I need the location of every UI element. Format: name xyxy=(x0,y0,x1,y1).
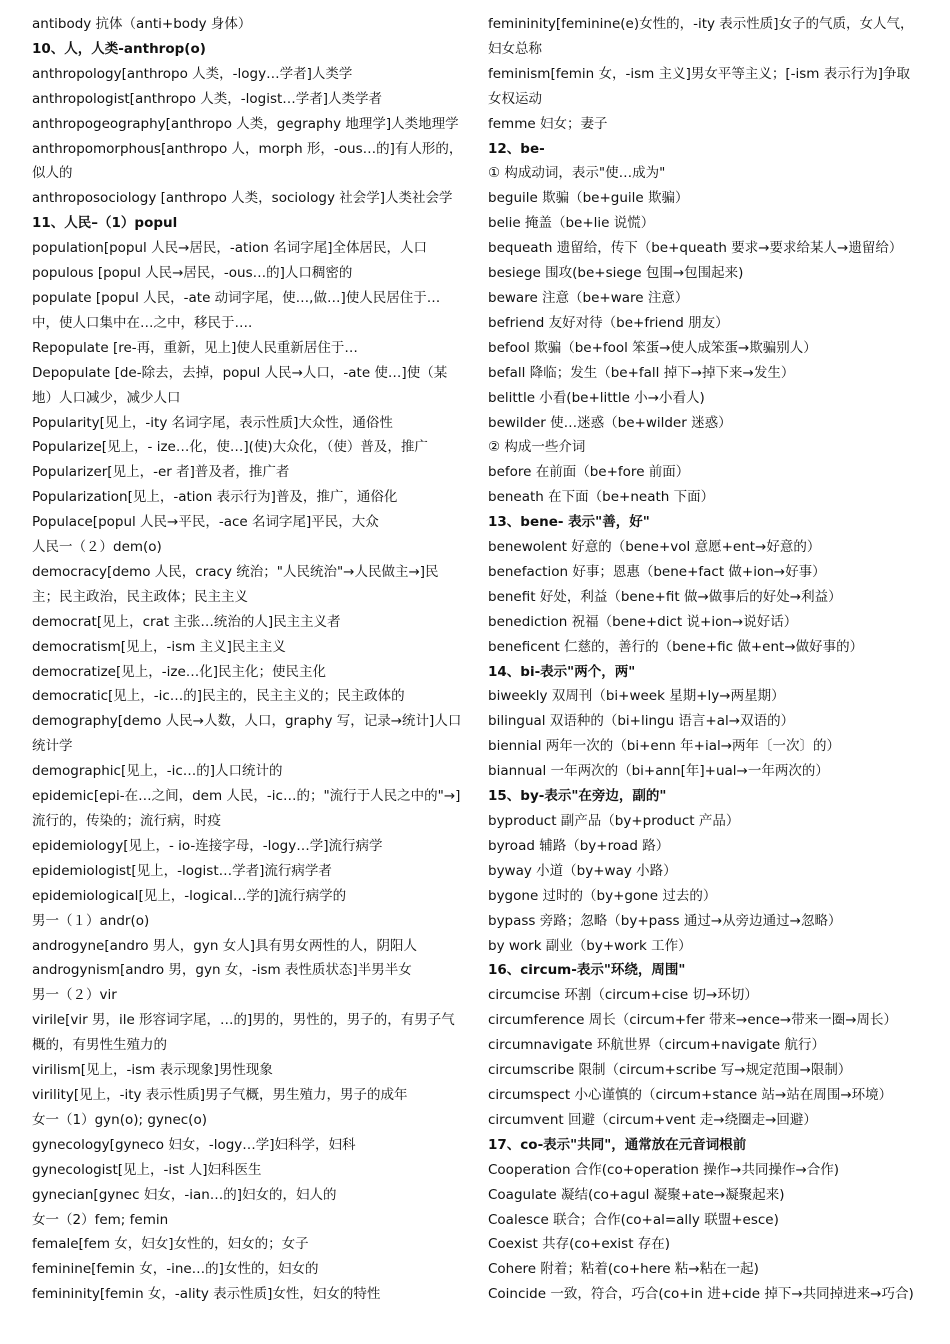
entry-line: befall 降临；发生（be+fall 掉下→掉下来→发生） xyxy=(488,364,795,381)
entry-line: virile[vir 男，ile 形容词字尾，…的]男的，男性的，男子的，有男子气概的，有男性生殖力的 xyxy=(32,1012,455,1054)
entry-line: Popularization[见上，-ation 表示行为]普及，推广，通俗化 xyxy=(32,489,398,506)
entry-line: ① 构成动词，表示"使…成为" xyxy=(488,165,666,182)
entry-line: besiege 围攻(be+siege 包围→包围起来) xyxy=(488,265,744,282)
entry-line: virility[见上，-ity 表示性质]男子气概，男生殖力，男子的成年 xyxy=(32,1086,408,1103)
entry-line: Cohere 附着；粘着(co+here 粘→粘在一起) xyxy=(488,1261,759,1278)
entry-line: 女一（2）fem; femin xyxy=(32,1211,169,1228)
entry-line: gynecologist[见上，-ist 人]妇科医生 xyxy=(32,1161,262,1178)
entry-line: beguile 欺骗（be+guile 欺骗） xyxy=(488,190,689,207)
entry-line: byproduct 副产品（by+product 产品） xyxy=(488,813,740,829)
entry-line: population[popul 人民→居民，-ation 名词字尾]全体居民，人口 xyxy=(32,240,427,257)
entry-line: Populace[popul 人民→平民，-ace 名词字尾]平民，大众 xyxy=(32,514,379,531)
entry-line: populous [popul 人民→居民，-ous…的]人口稠密的 xyxy=(32,265,353,282)
entry-line: before 在前面（be+fore 前面） xyxy=(488,464,690,481)
entry-line: ② 构成一些介词 xyxy=(488,439,586,456)
entry-line: 男一（２）vir xyxy=(32,987,117,1004)
entry-line: belie 掩盖（be+lie 说慌） xyxy=(488,215,655,232)
entry-line: beware 注意（be+ware 注意） xyxy=(488,289,689,306)
entry-line: anthropomorphous[anthropo 人，morph 形，-ous…的]有人形的，似人的 xyxy=(32,140,463,182)
entry-line: epidemiological[见上，-logical…学的]流行病学的 xyxy=(32,887,347,904)
entry-line: 人民一（２）dem(o) xyxy=(32,539,162,556)
entry-line: befriend 友好对待（be+friend 朋友） xyxy=(488,314,729,331)
entry-line: benefaction 好事；恩惠（bene+fact 做+ion→好事） xyxy=(488,563,826,580)
entry-line: by work 副业（by+work 工作） xyxy=(488,937,692,954)
entry-line: androgyne[andro 男人，gyn 女人]具有男女两性的人，阴阳人 xyxy=(32,937,417,954)
entry-line: circumnavigate 环航世界（circum+navigate 航行） xyxy=(488,1037,826,1054)
entry-line: Popularizer[见上，-er 者]普及者，推广者 xyxy=(32,464,290,481)
section-heading: 12、be- xyxy=(488,140,545,157)
entry-line: beneficent 仁慈的，善行的（bene+fic 做+ent→做好事的） xyxy=(488,638,864,655)
entry-line: Popularity[见上，-ity 名词字尾，表示性质]大众性，通俗性 xyxy=(32,414,393,431)
entry-line: anthropogeography[anthropo 人类，gegraphy 地理学]人类地理学 xyxy=(32,115,459,132)
entry-line: femininity[feminine(e)女性的，-ity 表示性质]女子的气质，女人气，妇女总称 xyxy=(488,16,914,57)
entry-line: androgynism[andro 男，gyn 女，-ism 表性质状态]半男半女 xyxy=(32,962,412,979)
entry-line: Depopulate [de-除去，去掉，popul 人民→人口，-ate 使…]使（某地）人口减少，减少人口 xyxy=(32,364,448,406)
section-heading: 11、人民–（1）popul xyxy=(32,215,178,232)
entry-line: Coalesce 联合；合作(co+al=ally 联盟+esce) xyxy=(488,1211,779,1228)
entry-line: Coincide 一致，符合，巧合(co+in 进+cide 掉下→共同掉进来→巧合) xyxy=(488,1286,914,1303)
entry-line: bygone 过时的（by+gone 过去的） xyxy=(488,887,717,904)
entry-line: gynecian[gynec 妇女，-ian…的]妇女的，妇人的 xyxy=(32,1186,337,1203)
entry-line: circumcise 环割（circum+cise 切→环切） xyxy=(488,987,758,1004)
entry-line: populate [popul 人民，-ate 动词字尾，使…,做…]使人民居住于…中，使人口集中在…之中，移民于…. xyxy=(32,289,441,331)
entry-line: anthroposociology [anthropo 人类，sociology 社会学]人类社会学 xyxy=(32,190,453,207)
entry-line: byroad 辅路（by+road 路） xyxy=(488,837,670,854)
section-heading: 13、bene- 表示"善，好" xyxy=(488,514,650,531)
right-column xyxy=(488,12,920,1307)
section-heading: 16、circum-表示"环绕，周围" xyxy=(488,962,686,979)
two-column-layout xyxy=(32,12,920,1307)
entry-line: bequeath 遗留给，传下（be+queath 要求→要求给某人→遗留给） xyxy=(488,240,903,257)
entry-line: democrat[见上，crat 主张…统治的人]民主主义者 xyxy=(32,613,341,630)
entry-line: belittle 小看(be+little 小→小看人) xyxy=(488,389,705,406)
entry-line: Coexist 共存(co+exist 存在) xyxy=(488,1236,671,1253)
entry-line: democratic[见上，-ic…的]民主的，民主主义的；民主政体的 xyxy=(32,688,405,705)
entry-line: virilism[见上，-ism 表示现象]男性现象 xyxy=(32,1062,273,1079)
entry-line: befool 欺骗（be+fool 笨蛋→使人成笨蛋→欺骗别人） xyxy=(488,339,817,356)
entry-line: 男一（１）andr(o) xyxy=(32,912,150,929)
entry-line: feminism[femin 女，-ism 主义]男女平等主义；[-ism 表示行为]争取女权运动 xyxy=(488,65,911,107)
entry-line: benediction 祝福（bene+dict 说+ion→说好话） xyxy=(488,613,798,630)
section-heading: 10、人，人类-anthrop(o) xyxy=(32,40,206,57)
entry-line: Cooperation 合作(co+operation 操作→共同操作→合作) xyxy=(488,1161,840,1178)
entry-line: benefit 好处，利益（bene+fit 做→做事后的好处→利益） xyxy=(488,588,842,605)
entry-line: anthropology[anthropo 人类，-logy…学者]人类学 xyxy=(32,65,353,82)
entry-line: biennial 两年一次的（bi+enn 年+ial→两年〔一次〕的） xyxy=(488,738,841,755)
entry-line: circumference 周长（circum+fer 带来→ence→带来一圈→周长） xyxy=(488,1012,898,1029)
entry-line: benewolent 好意的（bene+vol 意愿+ent→好意的） xyxy=(488,539,821,556)
entry-line: Repopulate [re-再，重新，见上]使人民重新居住于… xyxy=(32,339,358,356)
entry-line: democratize[见上，-ize…化]民主化；使民主化 xyxy=(32,663,327,680)
entry-line: biweekly 双周刊（bi+week 星期+ly→两星期） xyxy=(488,688,785,705)
section-heading: 14、bi-表示"两个，两" xyxy=(488,663,636,680)
left-column xyxy=(32,12,464,1307)
entry-line: circumspect 小心谨慎的（circum+stance 站→站在周围→环境） xyxy=(488,1086,893,1103)
entry-line: circumvent 回避（circum+vent 走→绕圈走→回避） xyxy=(488,1111,817,1128)
entry-line: femininity[femin 女，-ality 表示性质]女性，妇女的特性 xyxy=(32,1286,381,1303)
entry-line: Coagulate 凝结(co+agul 凝聚+ate→凝聚起来) xyxy=(488,1186,785,1203)
entry-line: demography[demo 人民→人数，人口，graphy 写，记录→统计]人口统计学 xyxy=(32,713,462,755)
entry-line: bypass 旁路；忽略（by+pass 通过→从旁边通过→忽略） xyxy=(488,912,842,929)
entry-line: biannual 一年两次的（bi+ann[年]+ual→一年两次的） xyxy=(488,763,829,780)
entry-line: democracy[demo 人民，cracy 统治；"人民统治"→人民做主→]民主；民主政治，民主政体；民主主义 xyxy=(32,563,439,605)
entry-line: democratism[见上，-ism 主义]民主主义 xyxy=(32,638,286,655)
section-heading: 15、by-表示"在旁边，副的" xyxy=(488,788,667,805)
entry-line: demographic[见上，-ic…的]人口统计的 xyxy=(32,763,283,780)
entry-line: bilingual 双语种的（bi+lingu 语言+al→双语的） xyxy=(488,713,795,730)
entry-line: antibody 抗体（anti+body 身体） xyxy=(32,16,252,32)
entry-line: 女一（1）gyn(o); gynec(o) xyxy=(32,1111,207,1128)
entry-line: female[fem 女，妇女]女性的，妇女的；女子 xyxy=(32,1236,309,1253)
entry-line: femme 妇女；妻子 xyxy=(488,115,608,132)
entry-line: epidemic[epi-在…之间，dem 人民，-ic…的；"流行于人民之中的"→]流行的，传染的；流行病，时疫 xyxy=(32,788,461,829)
entry-line: gynecology[gyneco 妇女，-logy…学]妇科学，妇科 xyxy=(32,1136,356,1153)
entry-line: anthropologist[anthropo 人类，-logist…学者]人类学者 xyxy=(32,90,383,107)
entry-line: circumscribe 限制（circum+scribe 写→规定范围→限制） xyxy=(488,1062,852,1079)
entry-line: epidemiology[见上，- io-连接字母，-logy…学]流行病学 xyxy=(32,837,383,854)
entry-line: bewilder 使…迷惑（be+wilder 迷惑） xyxy=(488,414,732,431)
entry-line: beneath 在下面（be+neath 下面） xyxy=(488,489,715,506)
section-heading: 17、co-表示"共同"，通常放在元音词根前 xyxy=(488,1136,747,1153)
entry-line: byway 小道（by+way 小路） xyxy=(488,862,677,879)
entry-line: epidemiologist[见上，-logist…学者]流行病学者 xyxy=(32,862,332,879)
entry-line: Popularize[见上，- ize…化，使…](使)大众化，（使）普及，推广 xyxy=(32,439,428,456)
entry-line: feminine[femin 女，-ine…的]女性的，妇女的 xyxy=(32,1261,319,1278)
